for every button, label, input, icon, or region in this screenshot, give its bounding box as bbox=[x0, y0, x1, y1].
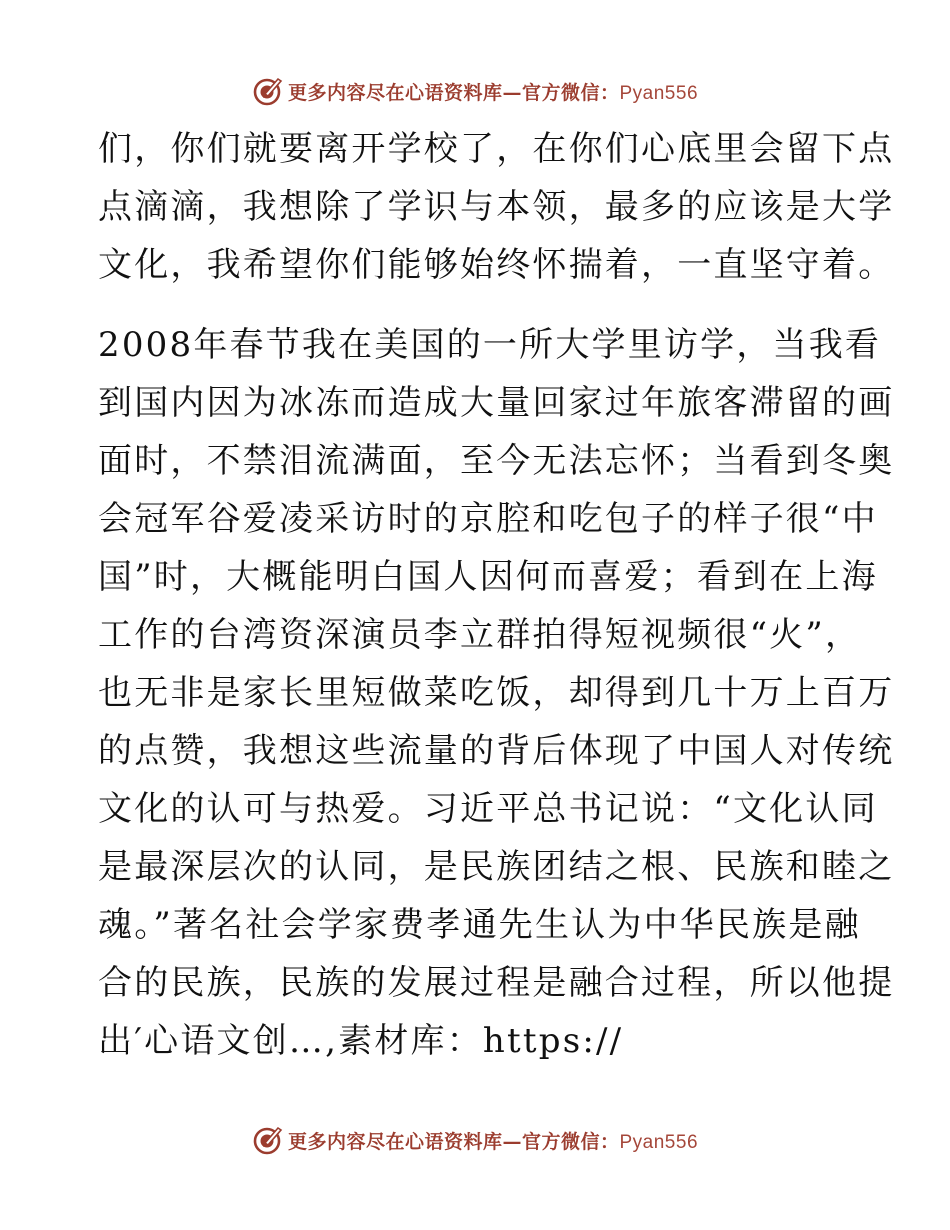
header-banner-text bbox=[288, 78, 698, 105]
footer-wechat-id: Pyan556 bbox=[619, 1131, 699, 1153]
pen-logo-icon bbox=[252, 1124, 284, 1156]
text-line: 文化的认可与热爱。习近平总书记说：“文化认同 bbox=[98, 789, 878, 829]
text-line: 文化，我希望你们能够始终怀揣着，一直坚守着。 bbox=[98, 245, 895, 285]
header-site-text: 更多内容尽在心语资料库—官方微信： bbox=[287, 81, 620, 104]
text-line: 国”时，大概能明白国人因何而喜爱；看到在上海 bbox=[98, 557, 878, 597]
text-line: 合的民族，民族的发展过程是融合过程，所以他提 bbox=[98, 963, 895, 1003]
header-wechat-id: Pyan556 bbox=[619, 82, 699, 104]
text-line: 工作的台湾资深演员李立群拍得短视频很“火”， bbox=[98, 615, 862, 655]
text-line: 是最深层次的认同，是民族团结之根、民族和睦之 bbox=[98, 847, 895, 887]
paragraph-1 bbox=[98, 120, 895, 294]
text-line: 点滴滴，我想除了学识与本领，最多的应该是大学 bbox=[98, 187, 895, 227]
text-line: 会冠军谷爱凌采访时的京腔和吃包子的样子很“中 bbox=[98, 499, 878, 539]
text-line: 出′心语文创…,素材库：https:// bbox=[98, 1021, 624, 1061]
document-body bbox=[98, 120, 895, 1070]
footer-banner bbox=[0, 1120, 950, 1160]
text-line: 们，你们就要离开学校了，在你们心底里会留下点 bbox=[98, 129, 895, 169]
text-line: 魂。”著名社会学家费孝通先生认为中华民族是融 bbox=[98, 905, 861, 945]
text-line: 面时，不禁泪流满面，至今无法忘怀；当看到冬奥 bbox=[98, 441, 895, 481]
paragraph-2 bbox=[98, 316, 895, 1070]
text-line: 也无非是家长里短做菜吃饭，却得到几十万上百万 bbox=[98, 673, 895, 713]
text-line: 到国内因为冰冻而造成大量回家过年旅客滞留的画 bbox=[98, 383, 895, 423]
header-banner bbox=[0, 71, 950, 111]
footer-site-text: 更多内容尽在心语资料库—官方微信： bbox=[287, 1130, 620, 1153]
footer-banner-text bbox=[288, 1127, 698, 1154]
text-line: 的点赞，我想这些流量的背后体现了中国人对传统 bbox=[98, 731, 895, 771]
text-line: 2008年春节我在美国的一所大学里访学，当我看 bbox=[98, 325, 882, 365]
pen-logo-icon bbox=[252, 75, 284, 107]
